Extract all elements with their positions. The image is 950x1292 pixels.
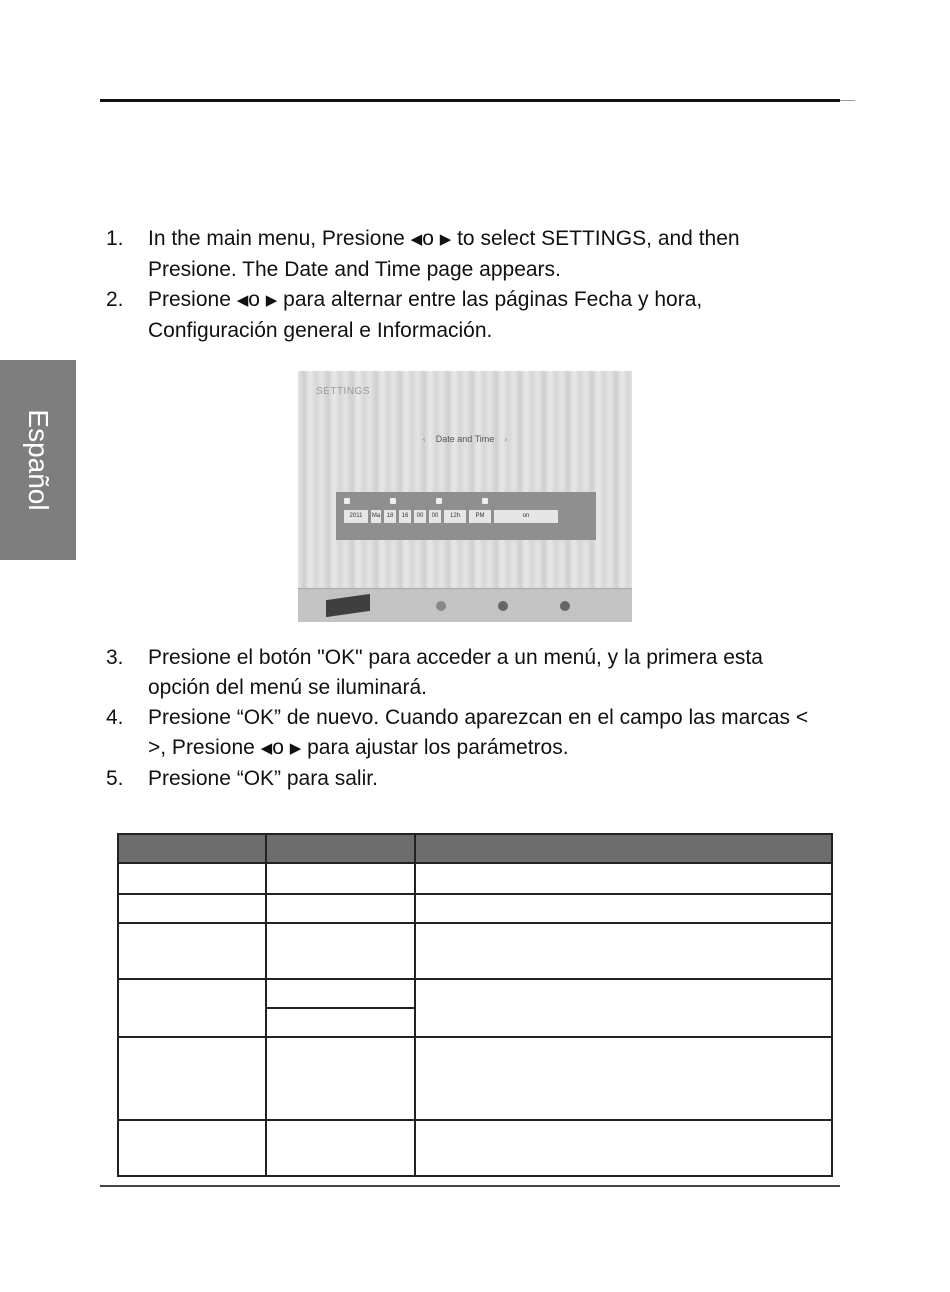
- language-label: Español: [23, 409, 54, 511]
- bottom-rule: [100, 1185, 840, 1187]
- ampm-field: PM: [469, 510, 491, 523]
- settings-table: [117, 833, 833, 1177]
- minute-field: 00: [414, 510, 426, 523]
- settings-screenshot: [298, 371, 632, 622]
- table-cell: [266, 1008, 415, 1037]
- field-row: [344, 510, 588, 523]
- table-cell: [415, 979, 832, 1037]
- left-arrow-icon: ◀: [410, 231, 423, 248]
- table-cell: [266, 979, 415, 1008]
- table-cell: [415, 894, 832, 923]
- steps-list-top: [106, 224, 826, 346]
- day-field: 18: [384, 510, 396, 523]
- screenshot-bottom-bar: [298, 588, 632, 622]
- right-arrow-icon: ▶: [289, 740, 302, 757]
- table-cell: [266, 863, 415, 894]
- second-field: 00: [429, 510, 441, 523]
- step-4: 4. Presione “OK” de nuevo. Cuando aparezcan en el campo las marcas < >, Presione ◀o ▶ para ajustar los parámetros.: [106, 706, 809, 759]
- table-header-cell: [266, 834, 415, 863]
- table-row: [118, 863, 832, 894]
- clock-format-field: 12h: [444, 510, 466, 523]
- table-cell: [118, 863, 266, 894]
- table-cell: [118, 1037, 266, 1120]
- circle-button-icon: [498, 601, 508, 611]
- table-row: [118, 1120, 832, 1176]
- field-label-dot: [344, 498, 350, 504]
- chevron-left-icon: ‹: [422, 434, 426, 444]
- table-cell: [266, 1037, 415, 1120]
- step-1: 1. In the main menu, Presione ◀o ▶ to select SETTINGS, and then Presione. The Date and Time page appears.: [106, 227, 740, 281]
- table-row: [118, 1037, 832, 1120]
- table-cell: [415, 1037, 832, 1120]
- table-row: [118, 894, 832, 923]
- month-field: Ma: [371, 510, 381, 523]
- table-cell: [415, 863, 832, 894]
- table-cell: [118, 1120, 266, 1176]
- left-arrow-icon: ◀: [260, 740, 273, 757]
- brand-logo: [326, 594, 370, 617]
- settings-icon: [436, 601, 446, 611]
- alarm-field: on: [494, 510, 558, 523]
- hour-field: 16: [399, 510, 411, 523]
- field-label-dot: [436, 498, 442, 504]
- right-arrow-icon: ▶: [265, 292, 278, 309]
- right-arrow-icon: ▶: [439, 231, 452, 248]
- field-label-row: [344, 498, 588, 504]
- table-cell: [118, 979, 266, 1037]
- field-label-dot: [390, 498, 396, 504]
- table-cell: [266, 1120, 415, 1176]
- left-arrow-icon: ◀: [236, 292, 249, 309]
- table-cell: [266, 923, 415, 979]
- table-cell: [266, 894, 415, 923]
- date-time-field-band: [336, 492, 596, 540]
- table-cell: [415, 923, 832, 979]
- table-row: [118, 979, 832, 1008]
- screenshot-page-label: ‹ Date and Time ›: [298, 434, 632, 444]
- table-cell: [118, 894, 266, 923]
- circle-button-icon: [560, 601, 570, 611]
- table-header-row: [118, 834, 832, 863]
- step-3: 3. Presione el botón "OK" para acceder a un menú, y la primera esta opción del menú se iluminará.: [106, 646, 763, 699]
- top-rule-tail: [840, 100, 855, 101]
- table-header-cell: [415, 834, 832, 863]
- steps-list-bottom: [106, 643, 826, 794]
- field-label-dot: [482, 498, 488, 504]
- chevron-right-icon: ›: [504, 434, 508, 444]
- table-cell: [415, 1120, 832, 1176]
- step-5: 5. Presione “OK” para salir.: [106, 767, 378, 790]
- language-side-tab: [0, 360, 76, 560]
- table-row: [118, 923, 832, 979]
- year-field: 2011: [344, 510, 368, 523]
- table-cell: [118, 923, 266, 979]
- top-rule: [100, 99, 840, 102]
- screenshot-title: SETTINGS: [316, 386, 371, 397]
- table-header-cell: [118, 834, 266, 863]
- step-2: 2. Presione ◀o ▶ para alternar entre las páginas Fecha y hora, Configuración general e Información.: [106, 288, 703, 342]
